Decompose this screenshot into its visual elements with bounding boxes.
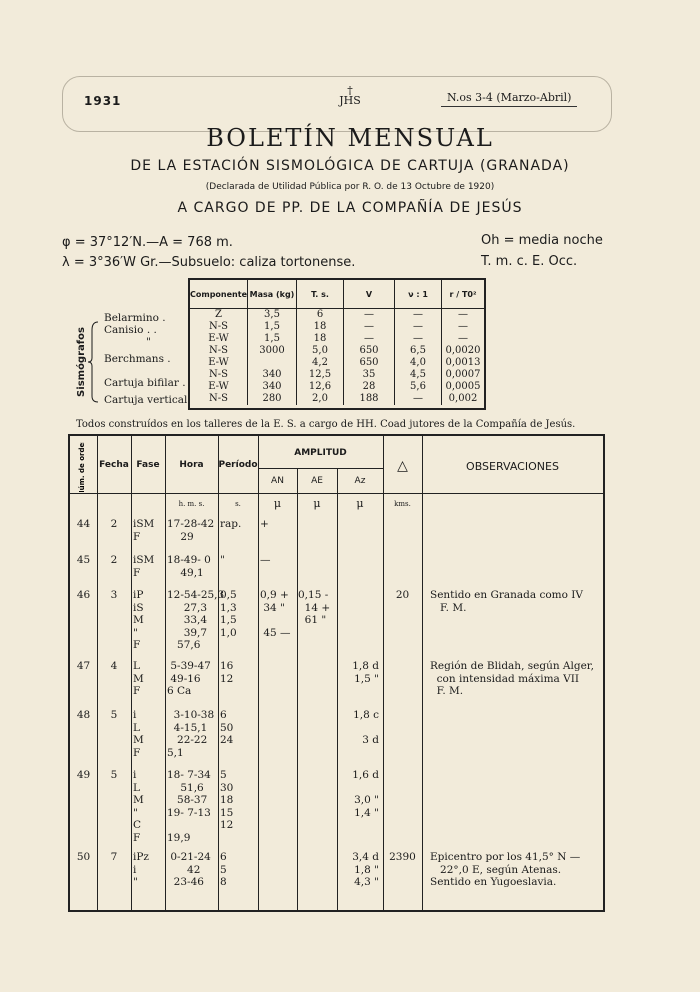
amplitude-header: AMPLITUD bbox=[294, 448, 347, 458]
instrument-name: Berchmans . bbox=[104, 353, 171, 365]
col-header: ν : 1 bbox=[395, 280, 442, 309]
quake-fecha-cell: 5 bbox=[110, 769, 118, 781]
instrument-cell: 0,002 bbox=[448, 393, 478, 404]
quake-periodo-cell: 5 30 18 15 12 bbox=[220, 769, 234, 831]
instrument-cell: 12,5 bbox=[297, 369, 344, 381]
col-observations-header: OBSERVACIONES bbox=[466, 460, 559, 473]
col-header: Masa (kg) bbox=[248, 280, 297, 309]
quake-periodo-cell: 6 5 8 bbox=[220, 851, 227, 888]
col-periodo-header: Período bbox=[218, 460, 258, 470]
unit-ae: μ bbox=[313, 497, 321, 510]
quake-periodo-cell: 6 50 24 bbox=[220, 709, 234, 746]
col-header: V bbox=[344, 280, 395, 309]
col-ae-header: AE bbox=[311, 476, 323, 486]
instrument-name: Belarmino . bbox=[104, 312, 166, 324]
instrument-cell: E-W bbox=[190, 381, 248, 393]
instrument-cell bbox=[248, 357, 297, 369]
quake-ae-cell: 0,15 - 14 + 61 " bbox=[298, 589, 331, 626]
quake-az-cell: 1,8 c 3 d bbox=[353, 709, 379, 746]
instrument-cell: 4,5 bbox=[395, 369, 442, 381]
instrument-cell: — bbox=[395, 333, 442, 345]
instrument-row bbox=[190, 309, 484, 322]
unit-periodo: s. bbox=[235, 500, 241, 508]
quake-fecha-cell: 2 bbox=[110, 554, 118, 566]
instrument-row bbox=[190, 357, 484, 369]
instrument-cell: 28 bbox=[344, 381, 395, 393]
instrument-cell: 1,5 bbox=[248, 333, 297, 345]
quake-fase-cell: iSM F bbox=[133, 518, 155, 543]
quake-obs-cell: Epicentro por los 41,5° N — 22°,0 E, según Atenas. Sentido en Yugoeslavia. bbox=[430, 851, 581, 888]
quake-fase-cell: iSM F bbox=[133, 554, 155, 579]
latitude-altitude: φ = 37°12′N.—A = 768 m. bbox=[62, 235, 233, 250]
quake-num-cell: 46 bbox=[76, 589, 91, 601]
quake-periodo-cell: 16 12 bbox=[220, 660, 234, 685]
quake-periodo-cell: 0,5 1,3 1,5 1,0 bbox=[220, 589, 237, 639]
instrument-cell: 650 bbox=[344, 357, 395, 369]
quake-fase-cell: L M F bbox=[133, 660, 144, 697]
instrument-row bbox=[190, 369, 484, 381]
instrument-cell: 0,0005 bbox=[445, 381, 481, 392]
quake-hora-cell: 3-10-38 4-15,1 22-22 5,1 bbox=[167, 709, 215, 759]
quake-hora-cell: 18-49- 0 49,1 bbox=[167, 554, 211, 579]
unit-hora: h. m. s. bbox=[178, 500, 205, 508]
col-header: r / T0² bbox=[442, 280, 485, 309]
quake-num-cell: 45 bbox=[76, 554, 91, 566]
quake-num-cell: 49 bbox=[76, 769, 91, 781]
longitude-subsoil: λ = 3°36′W Gr.—Subsuelo: caliza tortonense. bbox=[62, 255, 356, 270]
quake-an-cell: 0,9 + 34 " 45 — bbox=[260, 589, 291, 639]
quake-num-cell: 48 bbox=[76, 709, 91, 721]
quake-num-cell: 47 bbox=[76, 660, 91, 672]
col-fase-header: Fase bbox=[136, 460, 160, 470]
instrument-cell: 4,0 bbox=[395, 357, 442, 369]
issue-number: N.os 3-4 (Marzo-Abril) bbox=[441, 89, 577, 107]
instrument-cell: 340 bbox=[248, 381, 297, 393]
unit-az: μ bbox=[356, 497, 364, 510]
instrument-row bbox=[190, 393, 484, 405]
instrument-cell: — bbox=[458, 321, 468, 332]
instrument-cell: 0,0007 bbox=[445, 369, 481, 380]
instrument-cell: N-S bbox=[190, 321, 248, 333]
instrument-cell: — bbox=[344, 333, 395, 345]
instrument-table bbox=[188, 278, 486, 410]
declaration-line: (Declarada de Utilidad Pública por R. O. de 13 Octubre de 1920) bbox=[205, 182, 495, 192]
instrument-name: Canisio . . bbox=[104, 324, 157, 336]
instrument-cell: Z bbox=[190, 309, 248, 322]
instrument-row bbox=[190, 321, 484, 333]
col-delta-header: △ bbox=[397, 458, 408, 474]
quake-num-cell: 44 bbox=[76, 518, 91, 530]
instrument-row bbox=[190, 381, 484, 393]
instrument-row bbox=[190, 333, 484, 345]
quake-fase-cell: i L M F bbox=[133, 709, 144, 759]
instrument-cell: N-S bbox=[190, 345, 248, 357]
year-label: 1931 bbox=[84, 94, 122, 108]
page-subtitle: DE LA ESTACIÓN SISMOLÓGICA DE CARTUJA (GRANADA) bbox=[130, 158, 570, 174]
charge-line: A CARGO DE PP. DE LA COMPAÑÍA DE JESÚS bbox=[177, 200, 523, 216]
instrument-cell: — bbox=[395, 321, 442, 333]
instrument-cell: N-S bbox=[190, 369, 248, 381]
instrument-cell: 35 bbox=[344, 369, 395, 381]
instrument-cell: 2,0 bbox=[297, 393, 344, 405]
col-az-header: Az bbox=[354, 476, 366, 486]
time-convention: T. m. c. E. Occ. bbox=[481, 254, 578, 269]
svg-text:Núm. de orden: Núm. de orden bbox=[78, 442, 86, 492]
instrument-cell: 18 bbox=[297, 333, 344, 345]
instrument-cell: 12,6 bbox=[297, 381, 344, 393]
quake-az-cell: 1,8 d 1,5 " bbox=[352, 660, 379, 685]
quake-hora-cell: 17-28-42 29 bbox=[167, 518, 215, 543]
col-header: T. s. bbox=[297, 280, 344, 309]
quake-obs-cell: Región de Blidah, según Alger, con intensidad máxima VII F. M. bbox=[430, 660, 595, 697]
col-hora-header: Hora bbox=[179, 460, 204, 470]
instrument-cell: 1,5 bbox=[248, 321, 297, 333]
quake-delta-cell: 20 bbox=[395, 589, 410, 601]
instrument-cell: — bbox=[458, 333, 468, 344]
instrument-cell: 280 bbox=[248, 393, 297, 405]
quake-num-cell: 50 bbox=[76, 851, 91, 863]
instrument-cell: 650 bbox=[344, 345, 395, 357]
quake-periodo-cell: rap. bbox=[220, 518, 242, 530]
instrument-cell: 5,0 bbox=[297, 345, 344, 357]
quake-az-cell: 3,4 d 1,8 " 4,3 " bbox=[352, 851, 379, 888]
quake-an-cell: + bbox=[260, 518, 269, 530]
quake-az-cell: 1,6 d 3,0 " 1,4 " bbox=[352, 769, 379, 819]
instrument-name: Cartuja vertical. bbox=[104, 394, 191, 406]
jhs-monogram: JHS bbox=[339, 94, 361, 107]
instrument-cell: E-W bbox=[190, 357, 248, 369]
instrument-cell: 0,0020 bbox=[445, 345, 481, 356]
instrument-cell: 340 bbox=[248, 369, 297, 381]
unit-delta: kms. bbox=[394, 500, 411, 508]
quake-fecha-cell: 7 bbox=[110, 851, 118, 863]
instrument-cell: 3000 bbox=[248, 345, 297, 357]
instrument-cell: — bbox=[395, 393, 442, 405]
instrument-cell: — bbox=[344, 321, 395, 333]
quake-hora-cell: 5-39-47 49-16 6 Ca bbox=[167, 660, 211, 697]
col-an-header: AN bbox=[271, 476, 284, 486]
instrument-cell: — bbox=[458, 309, 468, 320]
col-num-header bbox=[70, 442, 97, 492]
col-fecha-header: Fecha bbox=[99, 460, 129, 470]
instrument-row bbox=[190, 345, 484, 357]
side-label-text: Sismógrafos bbox=[76, 327, 87, 397]
instrument-cell: — bbox=[395, 309, 442, 322]
instrument-cell: N-S bbox=[190, 393, 248, 405]
quake-fase-cell: iPz i " bbox=[133, 851, 149, 888]
instrument-name: " bbox=[146, 336, 151, 348]
quake-fecha-cell: 4 bbox=[110, 660, 118, 672]
quake-fase-cell: i L M " C F bbox=[133, 769, 144, 844]
instrument-cell: — bbox=[344, 309, 395, 322]
earthquake-table bbox=[68, 434, 605, 912]
instrument-cell: 6,5 bbox=[395, 345, 442, 357]
quake-fase-cell: iP iS M " F bbox=[133, 589, 144, 651]
construction-note: Todos construídos en los talleres de la E. S. a cargo de HH. Coad jutores de la Compañía de Jesús. bbox=[76, 419, 576, 430]
instrument-cell: 188 bbox=[344, 393, 395, 405]
quake-hora-cell: 12-54-25,3 27,3 33,4 39,7 57,6 bbox=[167, 589, 225, 651]
instrument-cell: 4,2 bbox=[297, 357, 344, 369]
instrument-cell: 18 bbox=[297, 321, 344, 333]
cross-symbol: † bbox=[347, 84, 353, 97]
instrument-cell: E-W bbox=[190, 333, 248, 345]
quake-fecha-cell: 3 bbox=[110, 589, 118, 601]
quake-an-cell: — bbox=[260, 554, 271, 566]
seismographs-side-label bbox=[72, 320, 102, 400]
unit-an: μ bbox=[273, 497, 282, 510]
instrument-cell: 0,0013 bbox=[445, 357, 481, 368]
time-reference: Oh = media noche bbox=[481, 233, 603, 248]
brace-shape bbox=[88, 322, 98, 402]
quake-hora-cell: 0-21-24 42 23-46 bbox=[170, 851, 211, 888]
instrument-cell: 3,5 bbox=[248, 309, 297, 322]
quake-delta-cell: 2390 bbox=[389, 851, 416, 863]
quake-fecha-cell: 2 bbox=[110, 518, 118, 530]
instrument-cell: 6 bbox=[297, 309, 344, 322]
instrument-cell: 5,6 bbox=[395, 381, 442, 393]
quake-periodo-cell: " bbox=[220, 554, 225, 566]
col-header: Componente bbox=[190, 280, 248, 309]
instrument-name: Cartuja bifilar . bbox=[104, 377, 186, 389]
quake-fecha-cell: 5 bbox=[110, 709, 118, 721]
quake-hora-cell: 18- 7-34 51,6 58-37 19- 7-13 19,9 bbox=[167, 769, 211, 844]
quake-obs-cell: Sentido en Granada como IV F. M. bbox=[430, 589, 583, 614]
page-title: BOLETÍN MENSUAL bbox=[206, 124, 494, 152]
